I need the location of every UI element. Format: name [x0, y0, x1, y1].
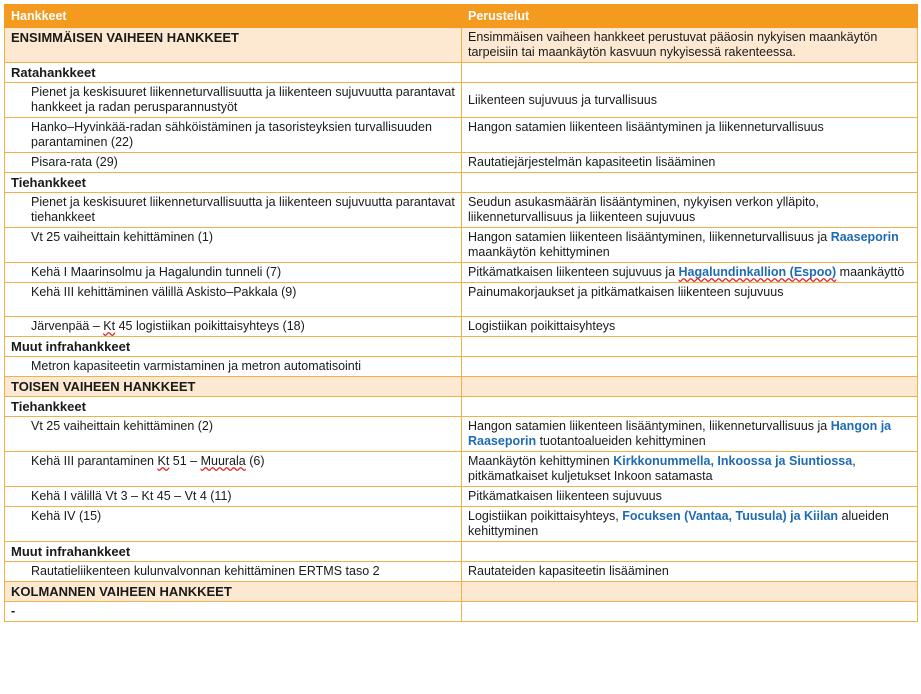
project-reason	[462, 263, 918, 283]
category-row	[5, 337, 918, 357]
category-row	[5, 542, 918, 562]
category-title: Muut infrahankkeet	[5, 542, 462, 562]
highlighted-place: Hangon ja Raaseporin	[468, 419, 892, 448]
name-text: Kt	[157, 454, 170, 468]
project-name	[5, 317, 462, 337]
phase-title: TOISEN VAIHEEN HANKKEET	[5, 377, 462, 397]
category-title: Tiehankkeet	[5, 173, 462, 193]
phase-row	[5, 28, 918, 63]
empty-cell	[462, 377, 918, 397]
project-name	[5, 452, 462, 487]
table-row	[5, 118, 918, 153]
table-row	[5, 417, 918, 452]
phase-row	[5, 582, 918, 602]
phase-description: Ensimmäisen vaiheen hankkeet perustuvat pääosin nykyisen maankäytön tarpeisiin tai maankäytön kasvuun nykyisessä rakenteessa.	[462, 28, 918, 63]
table-row	[5, 228, 918, 263]
table-row	[5, 263, 918, 283]
category-row	[5, 397, 918, 417]
name-text: Järvenpää –	[31, 319, 104, 333]
table-row	[5, 283, 918, 317]
phase-row	[5, 377, 918, 397]
table-row	[5, 487, 918, 507]
project-name: Metron kapasiteetin varmistaminen ja metron automatisointi	[5, 357, 462, 377]
table-row	[5, 357, 918, 377]
empty-cell	[462, 602, 918, 622]
reason-text: Pitkämatkaisen liikenteen sujuvuus ja	[468, 265, 679, 279]
highlighted-place: Hagalundinkallion (Espoo)	[678, 265, 837, 279]
table-row	[5, 602, 918, 622]
table-row	[5, 507, 918, 542]
empty-cell	[462, 582, 918, 602]
empty-cell	[462, 63, 918, 83]
empty-cell	[462, 397, 918, 417]
project-reason: Liikenteen sujuvuus ja turvallisuus	[462, 83, 918, 118]
project-name: Vt 25 vaiheittain kehittäminen (2)	[5, 417, 462, 452]
highlighted-place: Kirkkonummella, Inkoossa ja Siuntiossa	[613, 454, 853, 468]
name-text: (6)	[245, 454, 265, 468]
reason-text: Hangon satamien liikenteen lisääntyminen, liikenneturvallisuus ja	[468, 419, 831, 433]
project-reason: Painumakorjaukset ja pitkämatkaisen liikenteen sujuvuus	[462, 283, 918, 317]
name-text: Kt	[103, 319, 116, 333]
project-name: Vt 25 vaiheittain kehittäminen (1)	[5, 228, 462, 263]
project-reason	[462, 228, 918, 263]
table-row	[5, 452, 918, 487]
reason-text: , pitkämatkaiset kuljetukset Inkoon satamasta	[468, 454, 856, 483]
placeholder-cell: -	[5, 602, 462, 622]
project-reason: Seudun asukasmäärän lisääntyminen, nykyisen verkon ylläpito, liikenneturvallisuus ja liikenteen sujuvuus	[462, 193, 918, 228]
table-row	[5, 317, 918, 337]
project-name: Pisara-rata (29)	[5, 153, 462, 173]
project-reason	[462, 417, 918, 452]
category-title: Tiehankkeet	[5, 397, 462, 417]
project-reason: Hangon satamien liikenteen lisääntyminen ja liikenneturvallisuus	[462, 118, 918, 153]
project-reason: Rautateiden kapasiteetin lisääminen	[462, 562, 918, 582]
table-row	[5, 562, 918, 582]
name-text: Muurala	[200, 454, 246, 468]
reason-text: tuotantoalueiden kehittyminen	[536, 434, 706, 448]
project-name: Rautatieliikenteen kulunvalvonnan kehittäminen ERTMS taso 2	[5, 562, 462, 582]
reason-text: maankäytön kehittyminen	[468, 245, 610, 259]
project-reason: Pitkämatkaisen liikenteen sujuvuus	[462, 487, 918, 507]
reason-text: maankäyttö	[836, 265, 905, 279]
name-text: Kehä III parantaminen	[31, 454, 158, 468]
empty-cell	[462, 542, 918, 562]
project-name: Kehä I Maarinsolmu ja Hagalundin tunneli (7)	[5, 263, 462, 283]
phase-title: KOLMANNEN VAIHEEN HANKKEET	[5, 582, 462, 602]
project-name: Pienet ja keskisuuret liikenneturvallisuutta ja liikenteen sujuvuutta parantavat hankkeet ja radan perusparannustyöt	[5, 83, 462, 118]
table-row	[5, 83, 918, 118]
project-name: Pienet ja keskisuuret liikenneturvallisuutta ja liikenteen sujuvuutta parantavat tiehankkeet	[5, 193, 462, 228]
project-name: Kehä IV (15)	[5, 507, 462, 542]
name-text: 51 –	[169, 454, 201, 468]
category-row	[5, 173, 918, 193]
highlighted-place: Raaseporin	[830, 230, 899, 244]
reason-text: Logistiikan poikittaisyhteys,	[468, 509, 623, 523]
project-reason	[462, 507, 918, 542]
highlighted-place: Focuksen (Vantaa, Tuusula) ja Kiilan	[622, 509, 839, 523]
projects-table	[4, 4, 918, 622]
name-text: 45 logistiikan poikittaisyhteys (18)	[115, 319, 305, 333]
category-row	[5, 63, 918, 83]
header-justifications: Perustelut	[462, 5, 918, 28]
table-row	[5, 193, 918, 228]
header-projects: Hankkeet	[5, 5, 462, 28]
reason-text: Hangon satamien liikenteen lisääntyminen, liikenneturvallisuus ja	[468, 230, 831, 244]
project-name: Kehä I välillä Vt 3 – Kt 45 – Vt 4 (11)	[5, 487, 462, 507]
table-row	[5, 153, 918, 173]
table-header-row	[5, 5, 918, 28]
category-title: Ratahankkeet	[5, 63, 462, 83]
reason-text: alueiden kehittyminen	[468, 509, 889, 538]
project-name: Hanko–Hyvinkää-radan sähköistäminen ja tasoristeyksien turvallisuuden parantaminen (22)	[5, 118, 462, 153]
empty-cell	[462, 337, 918, 357]
phase-title: ENSIMMÄISEN VAIHEEN HANKKEET	[5, 28, 462, 63]
category-title: Muut infrahankkeet	[5, 337, 462, 357]
empty-cell	[462, 173, 918, 193]
project-reason: Rautatiejärjestelmän kapasiteetin lisääminen	[462, 153, 918, 173]
project-reason	[462, 452, 918, 487]
project-reason	[462, 357, 918, 377]
project-name: Kehä III kehittäminen välillä Askisto–Pakkala (9)	[5, 283, 462, 317]
reason-text: Maankäytön kehittyminen	[468, 454, 614, 468]
project-reason: Logistiikan poikittaisyhteys	[462, 317, 918, 337]
